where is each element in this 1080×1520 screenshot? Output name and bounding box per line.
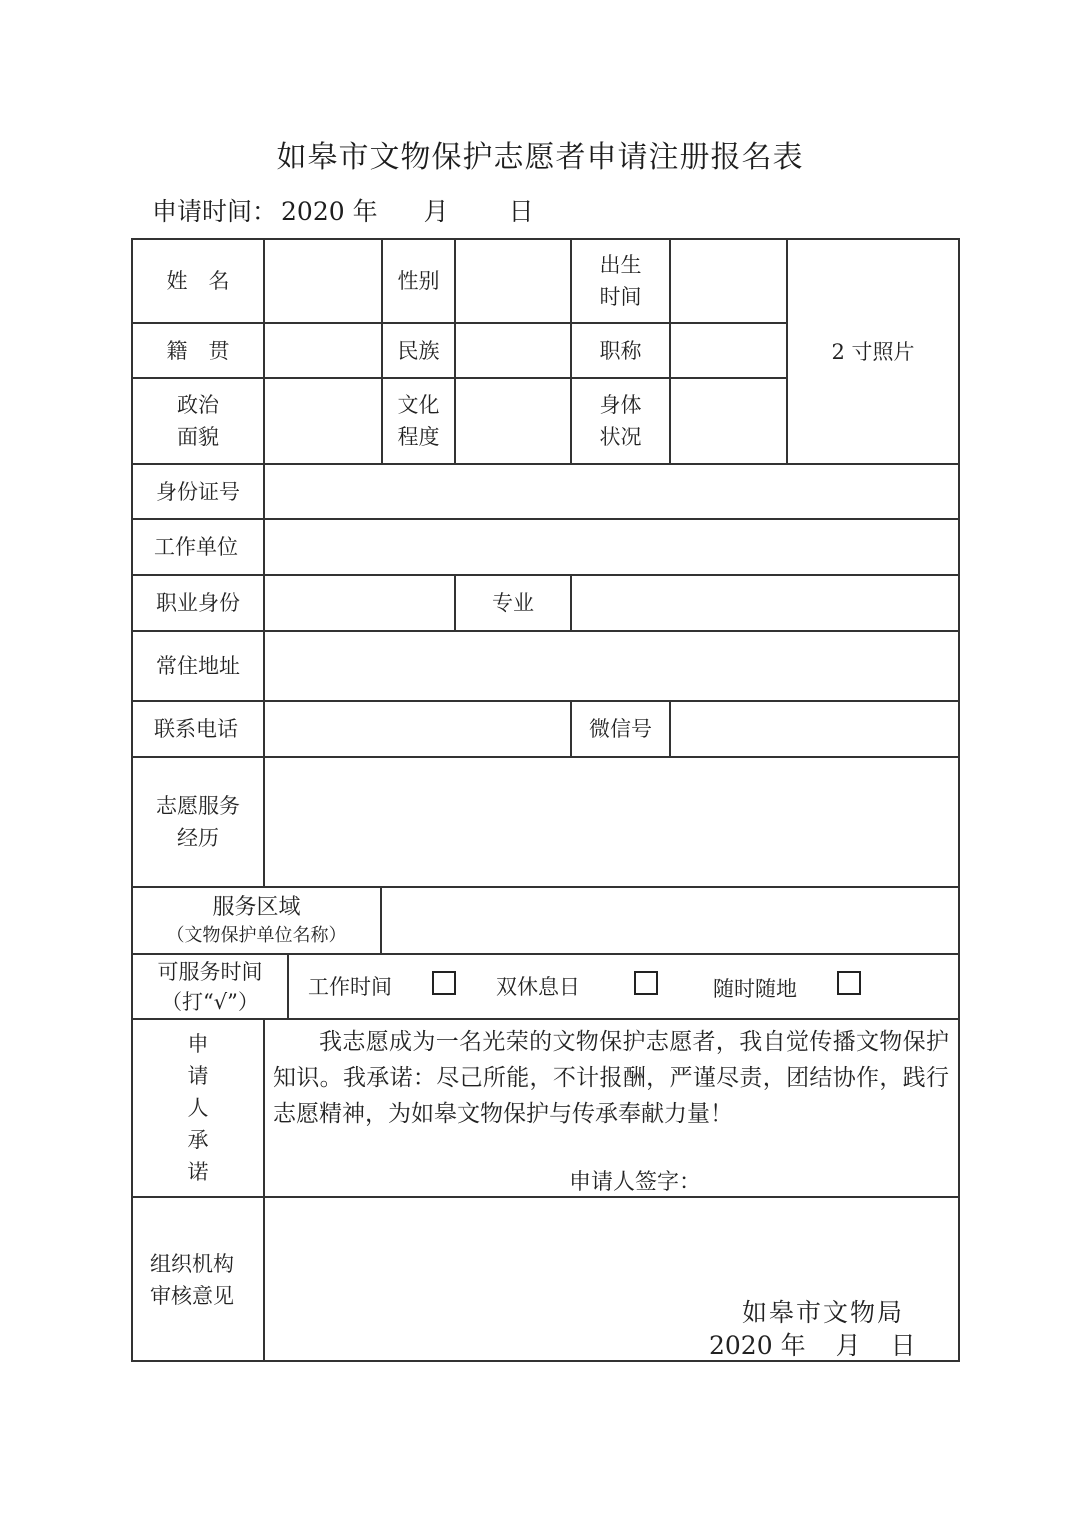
review-day-unit: 日 — [890, 1331, 916, 1360]
checkbox-work-hours[interactable] — [432, 971, 456, 995]
date-year: 2020 — [281, 197, 345, 226]
label-employer: 工作单位 — [154, 535, 238, 559]
input-birth-date[interactable] — [671, 240, 786, 322]
label-applicant-pledge: 申 请 人 承 诺 — [187, 1032, 209, 1184]
input-employer[interactable] — [265, 520, 958, 574]
input-volunteer-history[interactable] — [265, 758, 958, 886]
review-org-name: 如皋市文物局 — [741, 1298, 904, 1327]
label-wechat: 微信号 — [589, 717, 652, 741]
label-address: 常住地址 — [156, 654, 240, 678]
label-availability — [133, 955, 287, 1018]
label-professional-title: 职称 — [599, 338, 642, 363]
label-phone: 联系电话 — [154, 717, 238, 741]
label-native-place: 籍 贯 — [166, 338, 230, 363]
label-org-review: 组织机构 审核意见 — [150, 1252, 234, 1308]
input-org-review[interactable] — [265, 1198, 958, 1278]
label-name: 姓 名 — [166, 269, 230, 293]
label-gender: 性别 — [397, 269, 440, 293]
label-service-area — [133, 888, 380, 953]
label-education: 文化 程度 — [397, 393, 440, 449]
review-year: 2020 — [709, 1331, 773, 1360]
option-anytime-label: 随时随地 — [713, 977, 797, 1001]
label-ethnicity: 民族 — [397, 338, 440, 363]
date-year-unit: 年 — [352, 197, 378, 226]
label-health: 身体 状况 — [599, 393, 642, 449]
option-weekends-label: 双休息日 — [496, 975, 580, 999]
date-label: 申请时间： — [152, 197, 278, 226]
input-gender[interactable] — [456, 240, 570, 322]
input-occupation[interactable] — [265, 576, 454, 630]
option-work-hours-label: 工作时间 — [308, 975, 392, 999]
pledge-text: 我志愿成为一名光荣的文物保护志愿者，我自觉传播文物保护知识。我承诺：尽己所能，不计报酬，严谨尽责，团结协作，践行志愿精神，为如皋文物保护与传承奉献力量！ — [273, 1029, 949, 1127]
checkbox-weekends[interactable] — [634, 971, 658, 995]
form-title: 如皋市文物保护志愿者申请注册报名表 — [276, 140, 804, 175]
review-month-unit: 月 — [835, 1331, 861, 1360]
checkbox-anytime[interactable] — [837, 971, 861, 995]
availability-note: （打“√”） — [161, 989, 259, 1014]
review-date — [709, 1329, 929, 1363]
availability-title: 可服务时间 — [157, 959, 263, 984]
label-id-number: 身份证号 — [156, 479, 240, 504]
input-address[interactable] — [265, 632, 958, 700]
input-name[interactable] — [265, 240, 381, 322]
input-political-status[interactable] — [265, 379, 381, 463]
service-area-note: （文物保护单位名称） — [166, 924, 347, 946]
input-wechat[interactable] — [671, 702, 958, 756]
photo-slot[interactable]: 2 寸照片 — [831, 339, 915, 364]
date-month-unit: 月 — [423, 197, 449, 226]
input-native-place[interactable] — [265, 324, 381, 377]
input-service-area[interactable] — [382, 888, 958, 953]
label-volunteer-history: 志愿服务 经历 — [156, 794, 240, 850]
label-occupation: 职业身份 — [156, 591, 240, 615]
input-education[interactable] — [456, 379, 570, 463]
date-day-unit: 日 — [508, 197, 534, 226]
label-birth-date: 出生 时间 — [599, 253, 642, 309]
input-ethnicity[interactable] — [456, 324, 570, 377]
label-major: 专业 — [492, 591, 534, 615]
input-major[interactable] — [572, 576, 958, 630]
application-date-line — [152, 192, 534, 228]
review-year-unit: 年 — [780, 1331, 806, 1360]
label-political-status: 政治 面貌 — [177, 393, 219, 449]
input-id-number[interactable] — [265, 465, 958, 518]
input-professional-title[interactable] — [671, 324, 786, 377]
input-health[interactable] — [671, 379, 786, 463]
signature-label: 申请人签字： — [568, 1170, 701, 1195]
service-area-title: 服务区域 — [212, 894, 301, 920]
input-phone[interactable] — [265, 702, 570, 756]
